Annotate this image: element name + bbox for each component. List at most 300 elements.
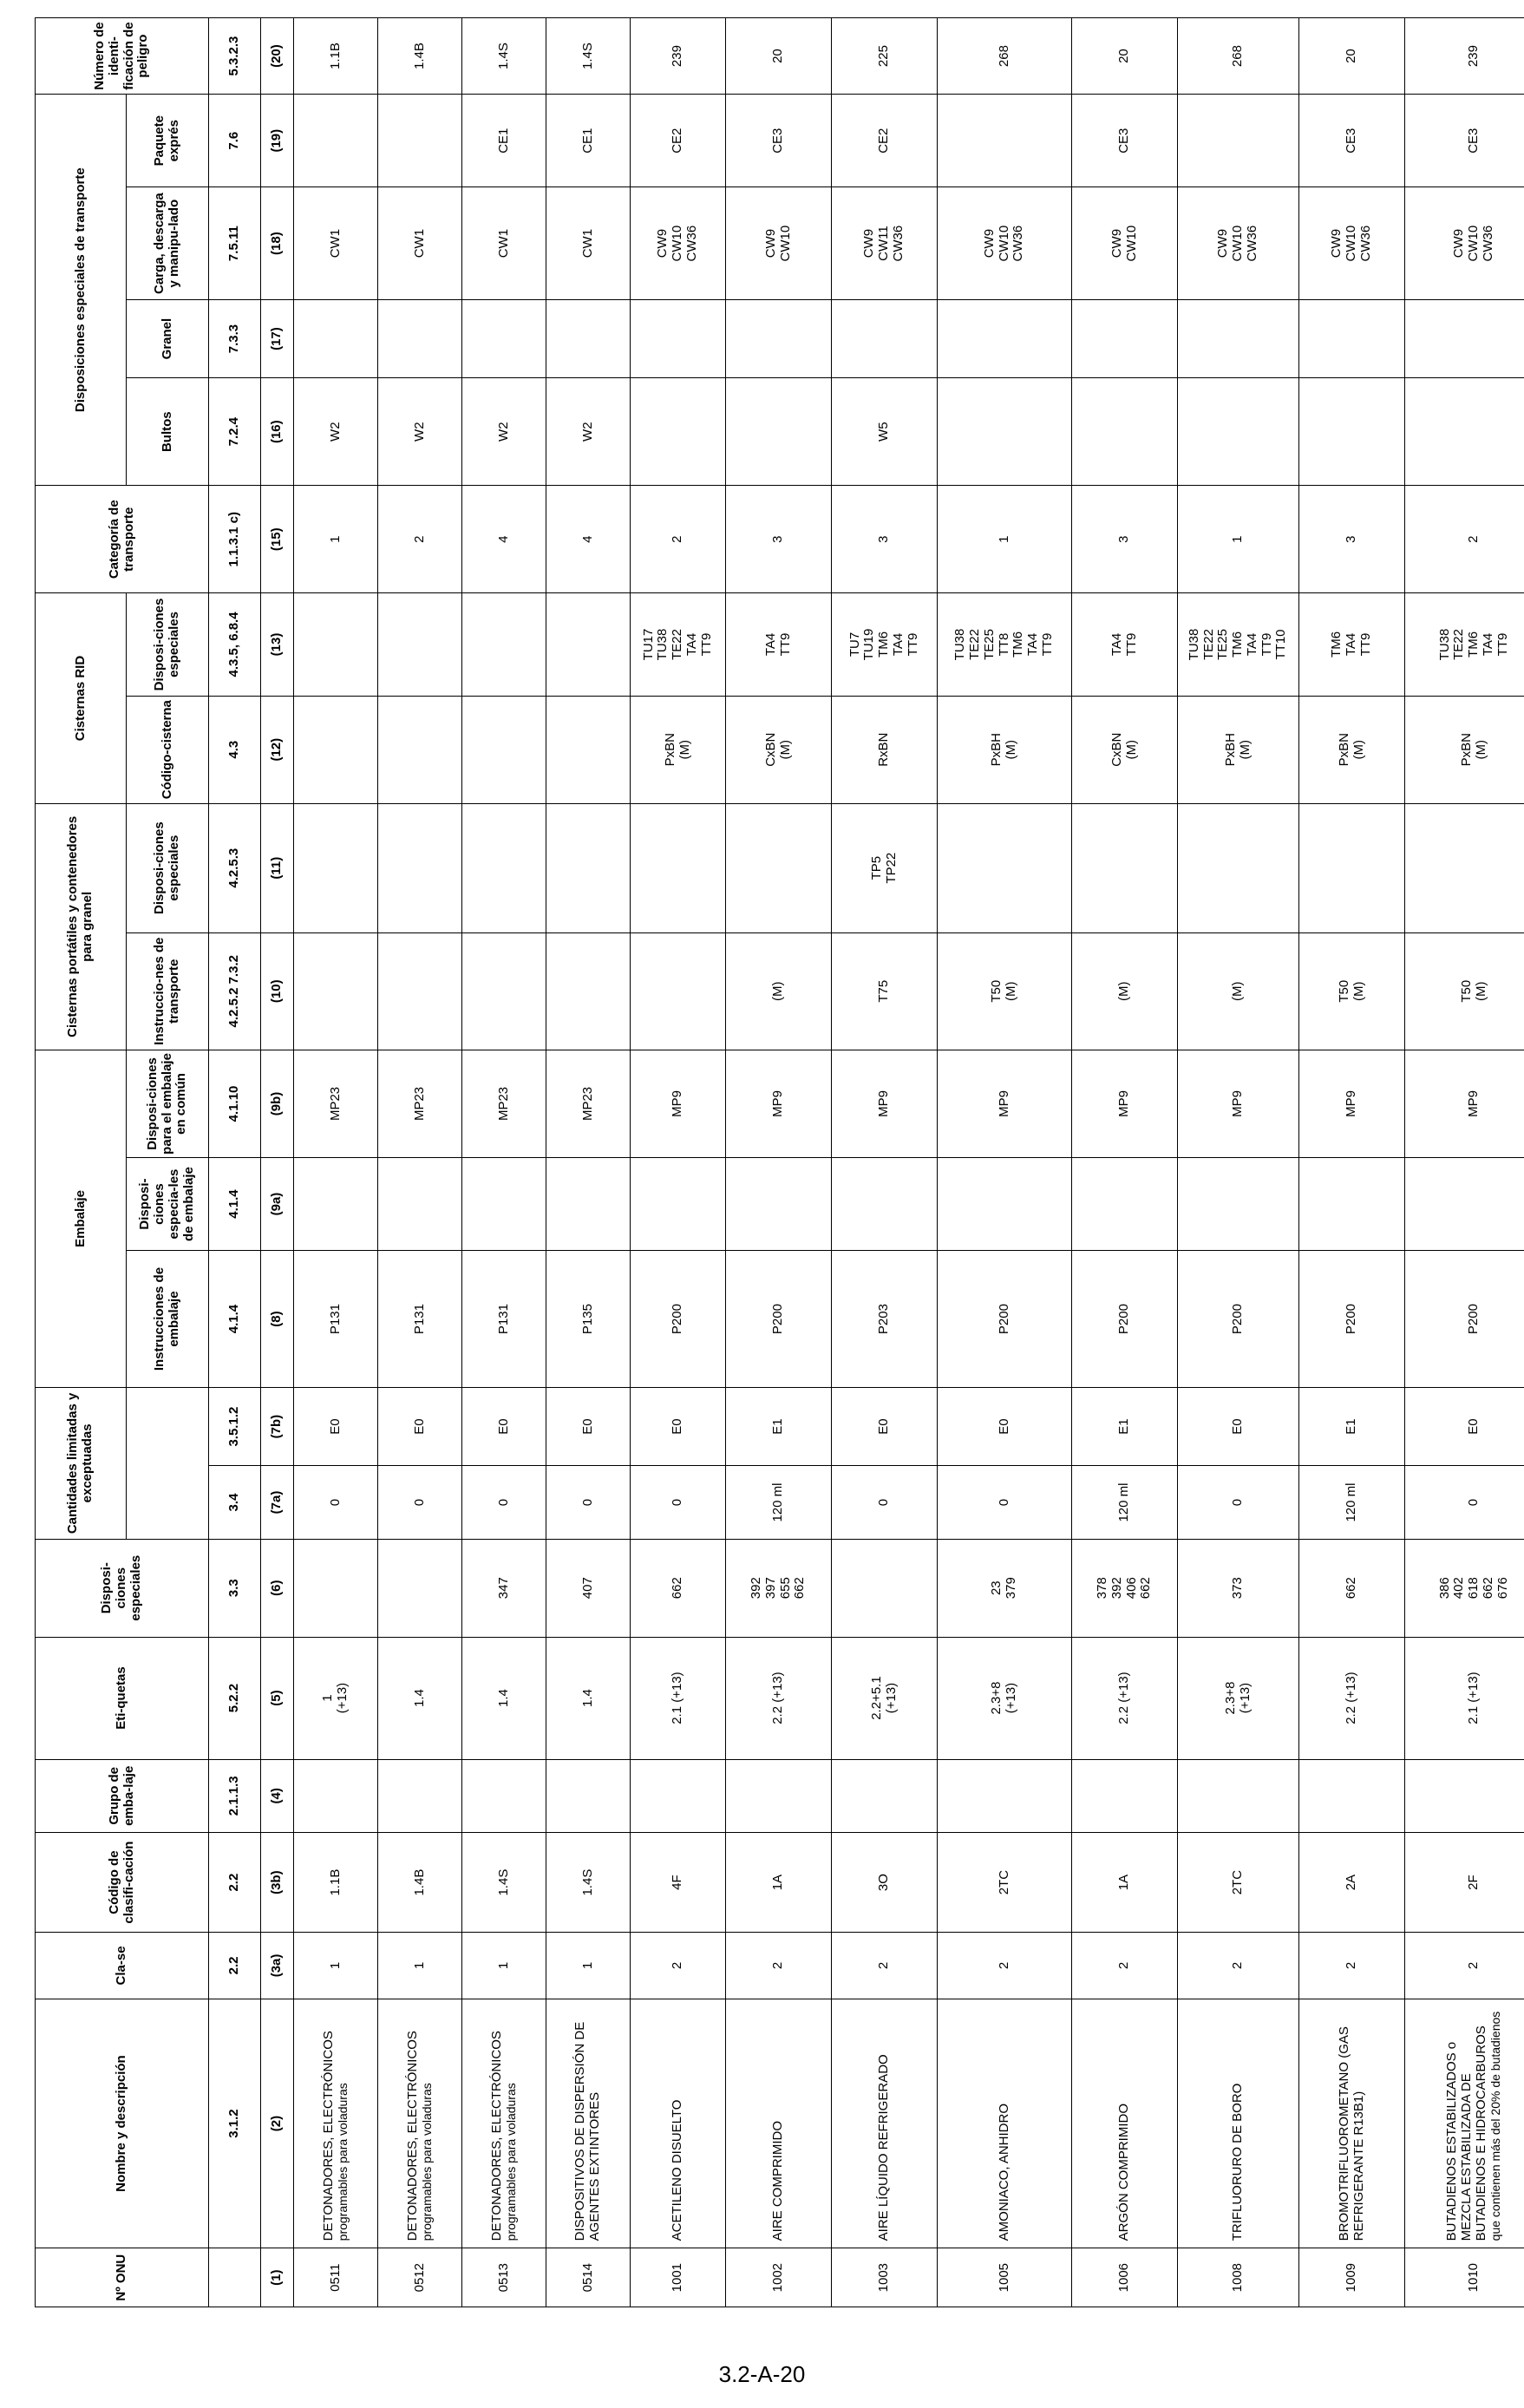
cell-cat: 2 xyxy=(631,486,726,593)
column-number-row-cell: (16) xyxy=(261,378,294,486)
cell-tps: TP5 TP22 xyxy=(832,803,938,932)
header-pt-special: Disposi-ciones especiales xyxy=(127,803,209,932)
column-number-row-cell: (2) xyxy=(261,1999,294,2248)
cell-hz: 20 xyxy=(726,18,832,95)
column-number-row-cell: (7a) xyxy=(261,1466,294,1540)
cell-lq: 0 xyxy=(462,1466,546,1540)
cell-tsp: TU38 TE22 TM6 TA4 TT9 xyxy=(1405,593,1524,696)
cell-tpi: (M) xyxy=(726,932,832,1050)
table-row xyxy=(1405,18,1524,2307)
cell-name xyxy=(938,1999,1072,2248)
reference-row-cell: 7.5.11 xyxy=(209,187,261,300)
cell-ex xyxy=(378,95,462,187)
cell-un: 0512 xyxy=(378,2248,462,2307)
cell-pk: W2 xyxy=(546,378,631,486)
column-number-row-cell: (3b) xyxy=(261,1833,294,1933)
cell-pp xyxy=(462,1157,546,1250)
cell-mp: MP23 xyxy=(546,1050,631,1157)
cell-tpi: T50 (M) xyxy=(1299,932,1405,1050)
cell-code: 1.4S xyxy=(546,1833,631,1933)
cell-hz: 1.4S xyxy=(546,18,631,95)
cell-tc xyxy=(546,696,631,803)
header-bulk: Granel xyxy=(127,299,209,377)
column-number-row-cell: (15) xyxy=(261,486,294,593)
cell-pk xyxy=(1299,378,1405,486)
cell-ld: CW1 xyxy=(294,187,378,300)
column-number-row-cell: (9a) xyxy=(261,1157,294,1250)
cell-cat: 1 xyxy=(294,486,378,593)
cell-hz: 225 xyxy=(832,18,938,95)
cell-pk: W5 xyxy=(832,378,938,486)
cell-cat: 4 xyxy=(546,486,631,593)
cell-ex xyxy=(938,95,1072,187)
column-number-row-cell: (6) xyxy=(261,1539,294,1637)
cell-bk xyxy=(1299,299,1405,377)
cell-tps xyxy=(378,803,462,932)
header-tank-code: Código-cisterna xyxy=(127,696,209,803)
cell-pi: P200 xyxy=(1072,1251,1178,1388)
cell-tc xyxy=(462,696,546,803)
cell-cls: 1 xyxy=(546,1933,631,1999)
cell-ld: CW9 CW10 CW36 xyxy=(1405,187,1524,300)
cell-ex: CE3 xyxy=(726,95,832,187)
cell-tsp xyxy=(294,593,378,696)
cell-pp xyxy=(1072,1157,1178,1250)
cell-cat: 1 xyxy=(938,486,1072,593)
substance-name: AIRE COMPRIMIDO xyxy=(770,2121,786,2241)
cell-cat: 3 xyxy=(726,486,832,593)
table-row xyxy=(1299,18,1405,2307)
cell-pp xyxy=(1178,1157,1299,1250)
cell-pi: P203 xyxy=(832,1251,938,1388)
header-rid-tanks: Cisternas RID xyxy=(36,593,127,803)
cell-tpi: T50 (M) xyxy=(938,932,1072,1050)
cell-name xyxy=(631,1999,726,2248)
cell-ex: CE2 xyxy=(631,95,726,187)
cell-pi: P200 xyxy=(938,1251,1072,1388)
cell-eq: E0 xyxy=(1178,1387,1299,1465)
cell-pp xyxy=(938,1157,1072,1250)
header-transport-category: Categoría de transporte xyxy=(36,486,209,593)
cell-mp: MP9 xyxy=(1299,1050,1405,1157)
cell-ld: CW1 xyxy=(546,187,631,300)
cell-tsp: TU17 TU38 TE22 TA4 TT9 xyxy=(631,593,726,696)
cell-eq: E0 xyxy=(378,1387,462,1465)
substance-description: que contienen más del 20% de butadienos xyxy=(1488,2011,1502,2241)
cell-lbl: 2.2+5.1 (+13) xyxy=(832,1637,938,1759)
cell-cat: 2 xyxy=(378,486,462,593)
cell-code: 1A xyxy=(1072,1833,1178,1933)
column-number-row-cell: (4) xyxy=(261,1759,294,1833)
cell-pg xyxy=(1405,1759,1524,1833)
cell-lbl: 2.3+8 (+13) xyxy=(1178,1637,1299,1759)
reference-row-cell: 3.3 xyxy=(209,1539,261,1637)
cell-ld: CW1 xyxy=(378,187,462,300)
reference-row-cell: 2.2 xyxy=(209,1833,261,1933)
cell-name xyxy=(726,1999,832,2248)
cell-cls: 2 xyxy=(832,1933,938,1999)
cell-pp xyxy=(726,1157,832,1250)
cell-tsp: TA4 TT9 xyxy=(726,593,832,696)
cell-tps xyxy=(726,803,832,932)
cell-pk xyxy=(1405,378,1524,486)
cell-ex: CE3 xyxy=(1405,95,1524,187)
cell-sp: 386 402 618 662 676 xyxy=(1405,1539,1524,1637)
header-hazard-id: Número de identi-ficación de peligro xyxy=(36,18,209,95)
cell-tpi: (M) xyxy=(1178,932,1299,1050)
cell-tc: CxBN (M) xyxy=(1072,696,1178,803)
cell-mp: MP9 xyxy=(1178,1050,1299,1157)
cell-name xyxy=(1178,1999,1299,2248)
header-express: Paquete exprés xyxy=(127,95,209,187)
cell-eq: E0 xyxy=(546,1387,631,1465)
cell-ex: CE1 xyxy=(462,95,546,187)
cell-code: 2A xyxy=(1299,1833,1405,1933)
header-un-no: Nº ONU xyxy=(36,2248,209,2307)
cell-pi: P200 xyxy=(1299,1251,1405,1388)
cell-pg xyxy=(546,1759,631,1833)
cell-un: 1010 xyxy=(1405,2248,1524,2307)
cell-tc: PxBN (M) xyxy=(1299,696,1405,803)
table-row xyxy=(378,18,462,2307)
cell-lbl: 2.1 (+13) xyxy=(631,1637,726,1759)
cell-tpi: (M) xyxy=(1072,932,1178,1050)
cell-lq: 0 xyxy=(938,1466,1072,1540)
reference-row-cell: 2.2 xyxy=(209,1933,261,1999)
cell-bk xyxy=(1072,299,1178,377)
cell-name xyxy=(832,1999,938,2248)
cell-cat: 3 xyxy=(832,486,938,593)
reference-row-cell: 4.3 xyxy=(209,696,261,803)
cell-pp xyxy=(631,1157,726,1250)
cell-bk xyxy=(546,299,631,377)
column-number-row-cell: (17) xyxy=(261,299,294,377)
cell-bk xyxy=(631,299,726,377)
cell-ld: CW9 CW10 xyxy=(726,187,832,300)
page-number: 3.2-A-20 xyxy=(718,2361,806,2387)
cell-lbl: 2.1 (+13) xyxy=(1405,1637,1524,1759)
table-row xyxy=(631,18,726,2307)
cell-lq: 0 xyxy=(1405,1466,1524,1540)
substance-name: BUTADIENOS ESTABILIZADOS o MEZCLA ESTABILIZADA DE BUTADIENOS E HIDROCARBUROS xyxy=(1444,2025,1489,2241)
cell-pk xyxy=(631,378,726,486)
reference-row-cell: 3.1.2 xyxy=(209,1999,261,2248)
cell-tpi xyxy=(631,932,726,1050)
cell-pk: W2 xyxy=(294,378,378,486)
table-row xyxy=(1072,18,1178,2307)
header-packing-group: Grupo de emba-laje xyxy=(36,1759,209,1833)
cell-pi: P200 xyxy=(1178,1251,1299,1388)
cell-sp: 392 397 655 662 xyxy=(726,1539,832,1637)
reference-row-cell: 3.5.1.2 xyxy=(209,1387,261,1465)
cell-eq: E0 xyxy=(294,1387,378,1465)
column-number-row-cell: (9b) xyxy=(261,1050,294,1157)
reference-row-cell: 2.1.1.3 xyxy=(209,1759,261,1833)
reference-row-cell: 7.3.3 xyxy=(209,299,261,377)
cell-cat: 1 xyxy=(1178,486,1299,593)
cell-ex: CE3 xyxy=(1299,95,1405,187)
cell-hz: 268 xyxy=(938,18,1072,95)
substance-description: programables para voladuras xyxy=(335,2083,350,2241)
reference-row-cell: 4.1.4 xyxy=(209,1157,261,1250)
cell-cat: 2 xyxy=(1405,486,1524,593)
cell-cls: 2 xyxy=(726,1933,832,1999)
cell-cls: 2 xyxy=(631,1933,726,1999)
cell-ex: CE2 xyxy=(832,95,938,187)
cell-ex xyxy=(294,95,378,187)
cell-tc: PxBN (M) xyxy=(631,696,726,803)
cell-cls: 2 xyxy=(1405,1933,1524,1999)
cell-tsp: TA4 TT9 xyxy=(1072,593,1178,696)
cell-tsp: TU38 TE22 TE25 TM6 TA4 TT9 TT10 xyxy=(1178,593,1299,696)
cell-mp: MP9 xyxy=(1072,1050,1178,1157)
cell-code: 2TC xyxy=(1178,1833,1299,1933)
cell-name xyxy=(1405,1999,1524,2248)
cell-bk xyxy=(1178,299,1299,377)
cell-pp xyxy=(546,1157,631,1250)
cell-un: 1006 xyxy=(1072,2248,1178,2307)
cell-pp xyxy=(832,1157,938,1250)
column-number-row-cell: (20) xyxy=(261,18,294,95)
cell-tc: CxBN (M) xyxy=(726,696,832,803)
header-pack-special: Disposi-ciones especia-les de embalaje xyxy=(127,1157,209,1250)
cell-ex: CE1 xyxy=(546,95,631,187)
cell-eq: E1 xyxy=(1299,1387,1405,1465)
substance-name: DETONADORES, ELECTRÓNICOS xyxy=(488,2031,504,2241)
cell-tc: RxBN xyxy=(832,696,938,803)
cell-tps xyxy=(631,803,726,932)
column-number-row-cell: (18) xyxy=(261,187,294,300)
cell-pp xyxy=(294,1157,378,1250)
column-number-row-cell: (13) xyxy=(261,593,294,696)
cell-pi: P135 xyxy=(546,1251,631,1388)
cell-tpi xyxy=(378,932,462,1050)
column-number-row-cell: (8) xyxy=(261,1251,294,1388)
cell-cls: 2 xyxy=(1299,1933,1405,1999)
cell-cls: 2 xyxy=(1072,1933,1178,1999)
cell-tsp xyxy=(378,593,462,696)
cell-ld: CW9 CW10 xyxy=(1072,187,1178,300)
cell-un: 1009 xyxy=(1299,2248,1405,2307)
header-class: Cla-se xyxy=(36,1933,209,1999)
cell-tpi: T50 (M) xyxy=(1405,932,1524,1050)
substance-name: DETONADORES, ELECTRÓNICOS xyxy=(404,2031,420,2241)
cell-tc: PxBH (M) xyxy=(938,696,1072,803)
cell-code: 1.1B xyxy=(294,1833,378,1933)
cell-sp: 347 xyxy=(462,1539,546,1637)
cell-tpi xyxy=(462,932,546,1050)
cell-tsp: TU7 TU19 TM6 TA4 TT9 xyxy=(832,593,938,696)
cell-pi: P200 xyxy=(726,1251,832,1388)
cell-bk xyxy=(294,299,378,377)
cell-hz: 1.4B xyxy=(378,18,462,95)
header-portable-tanks: Cisternas portátiles y contenedores para granel xyxy=(36,803,127,1050)
cell-lbl: 2.3+8 (+13) xyxy=(938,1637,1072,1759)
cell-mp: MP9 xyxy=(1405,1050,1524,1157)
cell-pk: W2 xyxy=(462,378,546,486)
cell-pp xyxy=(378,1157,462,1250)
substance-description: programables para voladuras xyxy=(419,2083,434,2241)
cell-cat: 4 xyxy=(462,486,546,593)
cell-cat: 3 xyxy=(1072,486,1178,593)
cell-code: 2F xyxy=(1405,1833,1524,1933)
header-class-code: Código de clasifi-cación xyxy=(36,1833,209,1933)
table-row xyxy=(938,18,1072,2307)
cell-un: 1005 xyxy=(938,2248,1072,2307)
cell-eq: E0 xyxy=(631,1387,726,1465)
reference-row-cell: 4.2.5.3 xyxy=(209,803,261,932)
cell-sp: 662 xyxy=(1299,1539,1405,1637)
column-number-row xyxy=(261,18,294,2307)
cell-tps xyxy=(1405,803,1524,932)
reference-row-cell: 7.6 xyxy=(209,95,261,187)
cell-lbl: 1.4 xyxy=(462,1637,546,1759)
cell-ld: CW9 CW10 CW36 xyxy=(1299,187,1405,300)
cell-hz: 1.1B xyxy=(294,18,378,95)
substance-name: DISPOSITIVOS DE DISPERSIÓN DE AGENTES EXTINTORES xyxy=(572,2021,602,2241)
cell-tps xyxy=(294,803,378,932)
column-number-row-cell: (7b) xyxy=(261,1387,294,1465)
column-number-row-cell: (11) xyxy=(261,803,294,932)
table-row xyxy=(462,18,546,2307)
cell-mp: MP9 xyxy=(726,1050,832,1157)
cell-lbl: 2.2 (+13) xyxy=(726,1637,832,1759)
cell-pg xyxy=(631,1759,726,1833)
substance-name: BROMOTRIFLUOROMETANO (GAS REFRIGERANTE R13B1) xyxy=(1336,2026,1366,2241)
cell-name xyxy=(462,1999,546,2248)
cell-un: 0511 xyxy=(294,2248,378,2307)
cell-bk xyxy=(462,299,546,377)
cell-pg xyxy=(1178,1759,1299,1833)
cell-sp: 662 xyxy=(631,1539,726,1637)
reference-row-cell xyxy=(209,2248,261,2307)
cell-pg xyxy=(938,1759,1072,1833)
cell-tsp xyxy=(462,593,546,696)
column-number-row-cell: (19) xyxy=(261,95,294,187)
header-name: Nombre y descripción xyxy=(36,1999,209,2248)
cell-code: 1.4B xyxy=(378,1833,462,1933)
cell-name xyxy=(546,1999,631,2248)
cell-code: 3O xyxy=(832,1833,938,1933)
reference-row-cell: 3.4 xyxy=(209,1466,261,1540)
reference-row-cell: 4.1.10 xyxy=(209,1050,261,1157)
cell-tsp: TM6 TA4 TT9 xyxy=(1299,593,1405,696)
cell-code: 1.4S xyxy=(462,1833,546,1933)
column-number-row-cell: (10) xyxy=(261,932,294,1050)
cell-ld: CW9 CW10 CW36 xyxy=(1178,187,1299,300)
cell-name xyxy=(1072,1999,1178,2248)
header-loading: Carga, descarga y manipu-lado xyxy=(127,187,209,300)
cell-pg xyxy=(294,1759,378,1833)
header-special-provisions: Disposi-ciones especiales xyxy=(36,1539,209,1637)
cell-eq: E0 xyxy=(832,1387,938,1465)
cell-tc xyxy=(294,696,378,803)
cell-sp: 23 379 xyxy=(938,1539,1072,1637)
cell-lbl: 2.2 (+13) xyxy=(1299,1637,1405,1759)
cell-sp: 378 392 406 662 xyxy=(1072,1539,1178,1637)
cell-ld: CW9 CW10 CW36 xyxy=(631,187,726,300)
cell-un: 1001 xyxy=(631,2248,726,2307)
reference-row xyxy=(209,18,261,2307)
cell-hz: 268 xyxy=(1178,18,1299,95)
cell-lq: 0 xyxy=(1178,1466,1299,1540)
cell-sp xyxy=(378,1539,462,1637)
substance-name: ARGÓN COMPRIMIDO xyxy=(1116,2104,1132,2241)
cell-tps xyxy=(1072,803,1178,932)
cell-un: 1003 xyxy=(832,2248,938,2307)
cell-mp: MP9 xyxy=(631,1050,726,1157)
header-limited-qty-blank xyxy=(127,1387,209,1539)
reference-row-cell: 4.1.4 xyxy=(209,1251,261,1388)
cell-cls: 1 xyxy=(294,1933,378,1999)
cell-tc xyxy=(378,696,462,803)
cell-hz: 239 xyxy=(631,18,726,95)
cell-pk: W2 xyxy=(378,378,462,486)
cell-hz: 20 xyxy=(1072,18,1178,95)
cell-pi: P200 xyxy=(1405,1251,1524,1388)
cell-cat: 3 xyxy=(1299,486,1405,593)
cell-pp xyxy=(1299,1157,1405,1250)
cell-lbl: 1.4 xyxy=(546,1637,631,1759)
cell-sp xyxy=(832,1539,938,1637)
cell-tpi xyxy=(294,932,378,1050)
cell-tps xyxy=(1178,803,1299,932)
cell-tc: PxBH (M) xyxy=(1178,696,1299,803)
cell-ld: CW1 xyxy=(462,187,546,300)
cell-eq: E1 xyxy=(726,1387,832,1465)
cell-cls: 1 xyxy=(378,1933,462,1999)
cell-cls: 2 xyxy=(1178,1933,1299,1999)
cell-name xyxy=(1299,1999,1405,2248)
cell-tps xyxy=(938,803,1072,932)
cell-lq: 0 xyxy=(631,1466,726,1540)
reference-row-cell: 1.1.3.1 c) xyxy=(209,486,261,593)
header-tank-special: Disposi-ciones especiales xyxy=(127,593,209,696)
cell-un: 1008 xyxy=(1178,2248,1299,2307)
reference-row-cell: 5.3.2.3 xyxy=(209,18,261,95)
substance-name: AMONIACO, ANHIDRO xyxy=(996,2103,1011,2241)
substance-name: DETONADORES, ELECTRÓNICOS xyxy=(320,2031,336,2241)
cell-hz: 20 xyxy=(1299,18,1405,95)
cell-lbl: 1.4 xyxy=(378,1637,462,1759)
header-mixed-packing: Disposi-ciones para el embalaje en común xyxy=(127,1050,209,1157)
cell-pi: P131 xyxy=(462,1251,546,1388)
cell-pi: P131 xyxy=(294,1251,378,1388)
substance-name: TRIFLUORURO DE BORO xyxy=(1230,2083,1246,2241)
cell-eq: E0 xyxy=(462,1387,546,1465)
cell-tpi xyxy=(546,932,631,1050)
header-pack-instr: Instrucciones de embalaje xyxy=(127,1251,209,1388)
cell-lq: 0 xyxy=(832,1466,938,1540)
cell-eq: E0 xyxy=(1405,1387,1524,1465)
cell-ex xyxy=(1178,95,1299,187)
column-number-row-cell: (1) xyxy=(261,2248,294,2307)
cell-un: 0513 xyxy=(462,2248,546,2307)
header-packages: Bultos xyxy=(127,378,209,486)
dangerous-goods-table xyxy=(35,17,1524,2307)
header-labels: Eti-quetas xyxy=(36,1637,209,1759)
table-body xyxy=(209,18,1524,2307)
cell-pg xyxy=(1072,1759,1178,1833)
substance-name: AIRE LÍQUIDO REFRIGERADO xyxy=(876,2054,892,2241)
reference-row-cell: 4.3.5, 6.8.4 xyxy=(209,593,261,696)
reference-row-cell: 5.2.2 xyxy=(209,1637,261,1759)
cell-hz: 239 xyxy=(1405,18,1524,95)
cell-lq: 0 xyxy=(378,1466,462,1540)
cell-pi: P200 xyxy=(631,1251,726,1388)
cell-bk xyxy=(1405,299,1524,377)
cell-un: 1002 xyxy=(726,2248,832,2307)
